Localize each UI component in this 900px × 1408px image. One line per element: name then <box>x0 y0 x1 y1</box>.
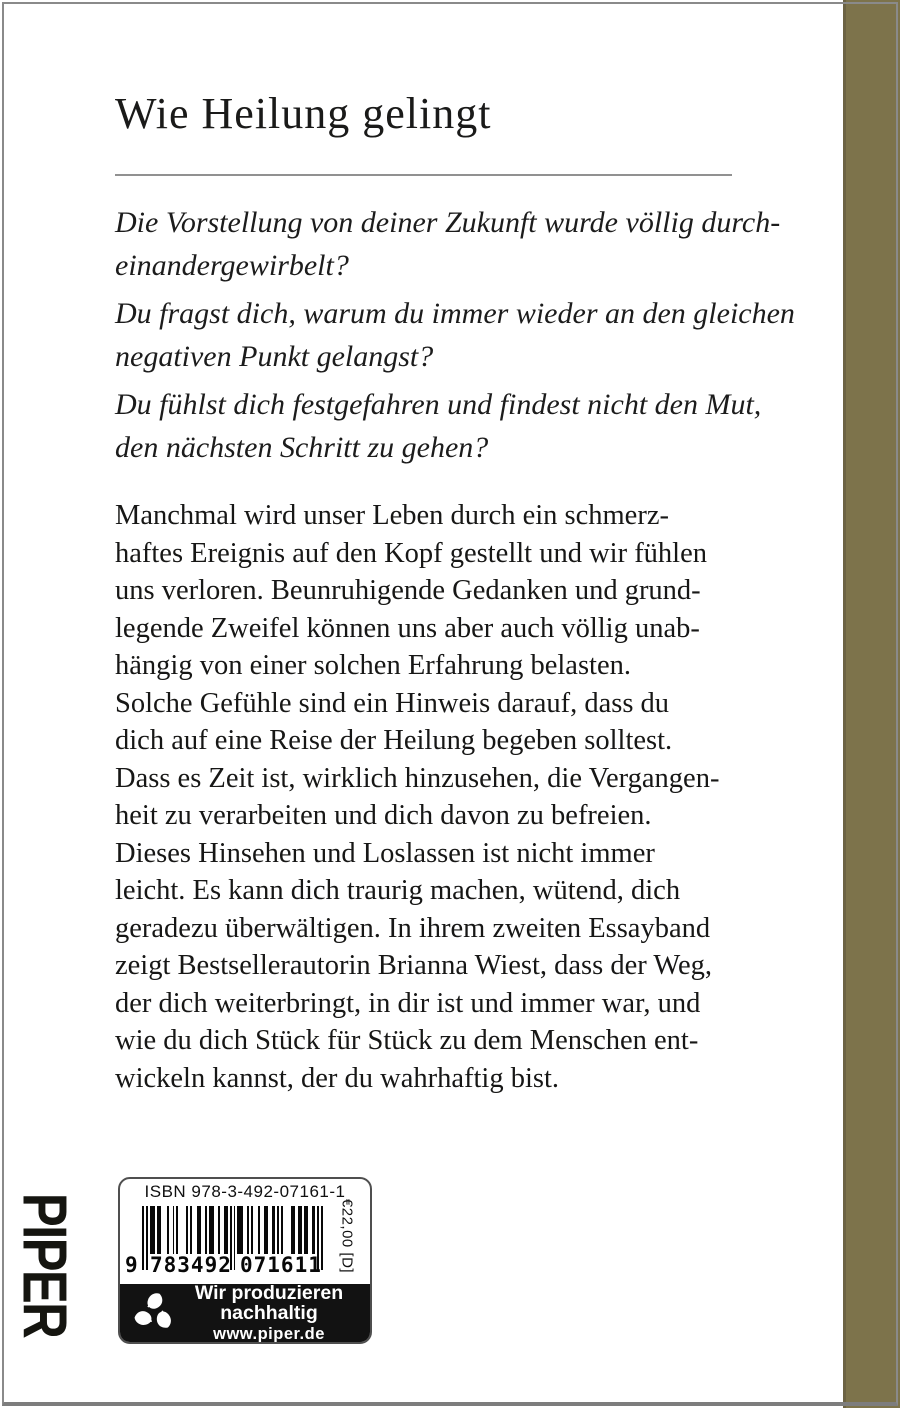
description-line: Manchmal wird unser Leben durch ein schmerz- <box>115 500 669 531</box>
description-line: uns verloren. Beunruhigende Gedanken und grund- <box>115 575 701 606</box>
question-line: den nächsten Schritt zu gehen? <box>115 431 489 464</box>
description-line: wickeln kannst, der du wahrhaftig bist. <box>115 1062 560 1094</box>
question-line: negativen Punkt gelangst? <box>115 340 434 373</box>
publisher-url: www.piper.de <box>213 1324 325 1343</box>
divider <box>115 174 732 176</box>
description-line: zeigt Bestsellerautorin Brianna Wiest, dass der Weg, <box>115 950 713 981</box>
description-text <box>115 497 775 1097</box>
question-line: Du fragst dich, warum du immer wieder an den gleichen <box>115 297 795 330</box>
barcode-panel <box>120 1182 370 1287</box>
publisher-logo-piper <box>9 1187 79 1343</box>
question-line: Du fühlst dich festgefahren und findest nicht den Mut, <box>115 388 762 421</box>
badge-line: nachhaltig <box>220 1302 318 1325</box>
description-line: haftes Ereignis auf den Kopf gestellt und wir fühlen <box>115 537 708 569</box>
description-line: dich auf eine Reise der Heilung begeben solltest. <box>115 725 673 756</box>
description-line: legende Zweifel können uns aber auch völlig unab- <box>115 612 700 644</box>
spine-strip <box>843 0 900 1408</box>
ean-digit-group2: 071611 <box>240 1253 322 1277</box>
description-line: Dieses Hinsehen und Loslassen ist nicht immer <box>115 837 655 869</box>
sustainability-badge <box>120 1284 370 1342</box>
badge-line: Wir produzieren <box>194 1282 344 1305</box>
description-line: leicht. Es kann dich traurig machen, wütend, dich <box>115 875 681 906</box>
page-title: Wie Heilung gelingt <box>115 89 492 138</box>
badge-text <box>180 1283 358 1343</box>
publisher-logo-text: PIPER <box>9 1192 79 1338</box>
teaser-question <box>115 292 795 378</box>
teaser-question <box>115 383 765 469</box>
description-line: Dass es Zeit ist, wirklich hinzusehen, die Vergangen- <box>115 762 720 794</box>
ean-digits <box>120 1253 370 1277</box>
teaser-question <box>115 201 781 287</box>
question-line: einandergewirbelt? <box>115 249 349 282</box>
question-line: Die Vorstellung von deiner Zukunft wurde völlig durch- <box>115 206 781 239</box>
description-line: hängig von einer solchen Erfahrung belasten. <box>115 650 631 681</box>
ean-digit-first: 9 <box>125 1253 138 1277</box>
description-line: wie du dich Stück für Stück zu dem Menschen ent- <box>115 1025 699 1056</box>
leaves-recycle-icon <box>128 1289 180 1337</box>
description-line: heit zu verarbeiten und dich davon zu befreien. <box>115 800 652 831</box>
isbn-text: ISBN 978-3-492-07161-1 <box>144 1182 346 1201</box>
description-line: geradezu überwältigen. In ihrem zweiten Essayband <box>115 912 711 944</box>
description-line: Solche Gefühle sind ein Hinweis darauf, dass du <box>115 687 670 719</box>
ean-digit-group1: 783492 <box>150 1253 232 1277</box>
description-line: der dich weiterbringt, in dir ist und immer war, und <box>115 987 701 1019</box>
isbn-price-label <box>118 1177 372 1344</box>
price-text: €22,00 [D] <box>338 1198 356 1274</box>
teaser-questions <box>115 201 795 474</box>
